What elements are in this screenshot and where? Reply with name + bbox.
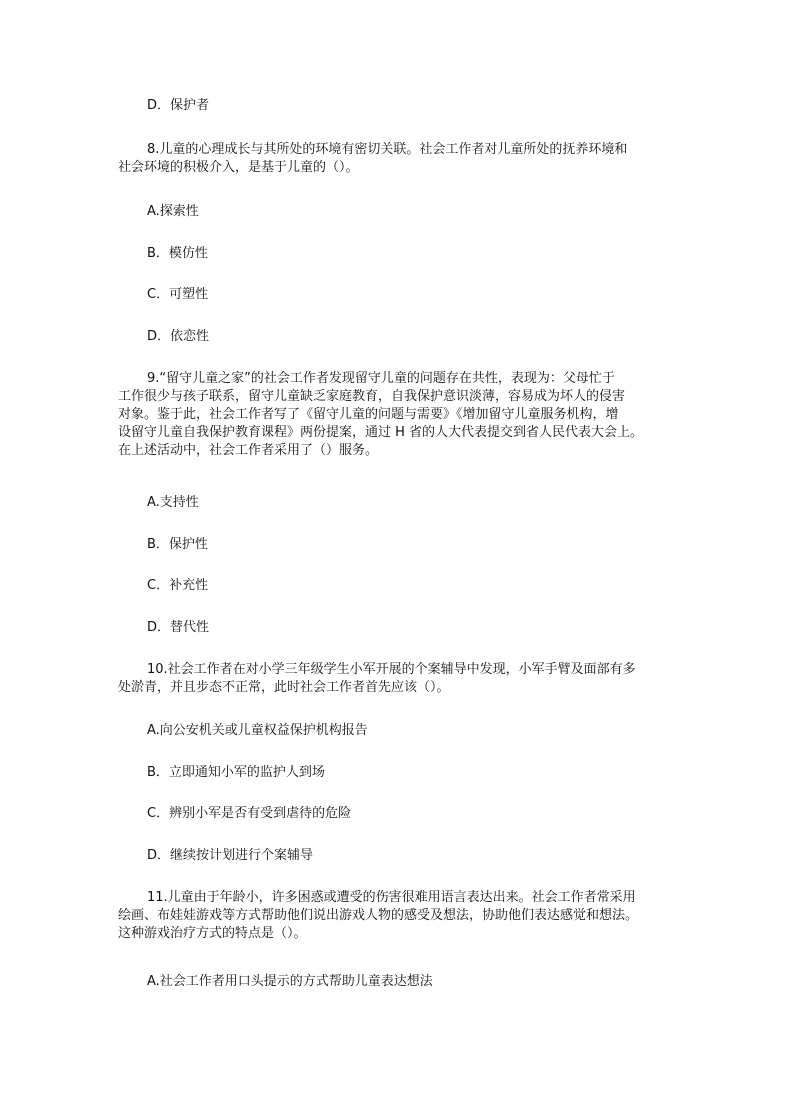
question-line: 10.社会工作者在对小学三年级学生小军开展的个案辅导中发现，小军手臂及面部有多 <box>147 662 636 677</box>
question-text <box>118 889 688 943</box>
question-line: 11.儿童由于年龄小，许多困惑或遭受的伤害很难用语言表达出来。社会工作者常采用 <box>147 890 636 905</box>
question-line: 对象。鉴于此，社会工作者写了《留守儿童的问题与需要》《增加留守儿童服务机构，增 <box>118 407 619 422</box>
answer-option: B．立即通知小军的监护人到场 <box>147 765 325 780</box>
answer-option: B．模仿性 <box>147 246 208 261</box>
answer-option: A.社会工作者用口头提示的方式帮助儿童表达想法 <box>147 974 433 989</box>
question-line: 绘画、布娃娃游戏等方式帮助他们说出游戏人物的感受及想法，协助他们表达感觉和想法。 <box>118 908 639 923</box>
question-text <box>118 370 688 460</box>
question-line: 设留守儿童自我保护教育课程》两份提案，通过 H 省的人大代表提交到省人民代表大会上。 <box>118 425 644 440</box>
question-line: 处淤青，并且步态不正常，此时社会工作者首先应该（）。 <box>118 680 450 695</box>
answer-option: C．补充性 <box>147 578 209 593</box>
answer-option: D．保护者 <box>147 98 210 113</box>
answer-option: A.支持性 <box>147 495 199 510</box>
answer-option: D．继续按计划进行个案辅导 <box>147 848 314 863</box>
question-line: 工作很少与孩子联系，留守儿童缺乏家庭教育，自我保护意识淡薄，容易成为坏人的侵害 <box>118 389 626 404</box>
answer-option: D．依恋性 <box>147 329 210 344</box>
answer-option: C．辨别小军是否有受到虐待的危险 <box>147 806 352 821</box>
answer-option: C．可塑性 <box>147 287 209 302</box>
question-line: 在上述活动中，社会工作者采用了（）服务。 <box>118 443 379 458</box>
question-line: 这种游戏治疗方式的特点是（）。 <box>118 926 307 941</box>
question-text <box>118 141 688 177</box>
answer-option: A.探索性 <box>147 204 199 219</box>
question-text <box>118 661 688 697</box>
question-line: 社会环境的积极介入，是基于儿童的（）。 <box>118 160 359 175</box>
answer-option: B．保护性 <box>147 537 208 552</box>
question-line: 9.“留守儿童之家”的社会工作者发现留守儿童的问题存在共性，表现为：父母忙于 <box>147 371 615 386</box>
answer-option: A.向公安机关或儿童权益保护机构报告 <box>147 723 368 738</box>
question-line: 8.儿童的心理成长与其所处的环境有密切关联。社会工作者对儿童所处的抚养环境和 <box>147 142 628 157</box>
answer-option: D．替代性 <box>147 620 210 635</box>
